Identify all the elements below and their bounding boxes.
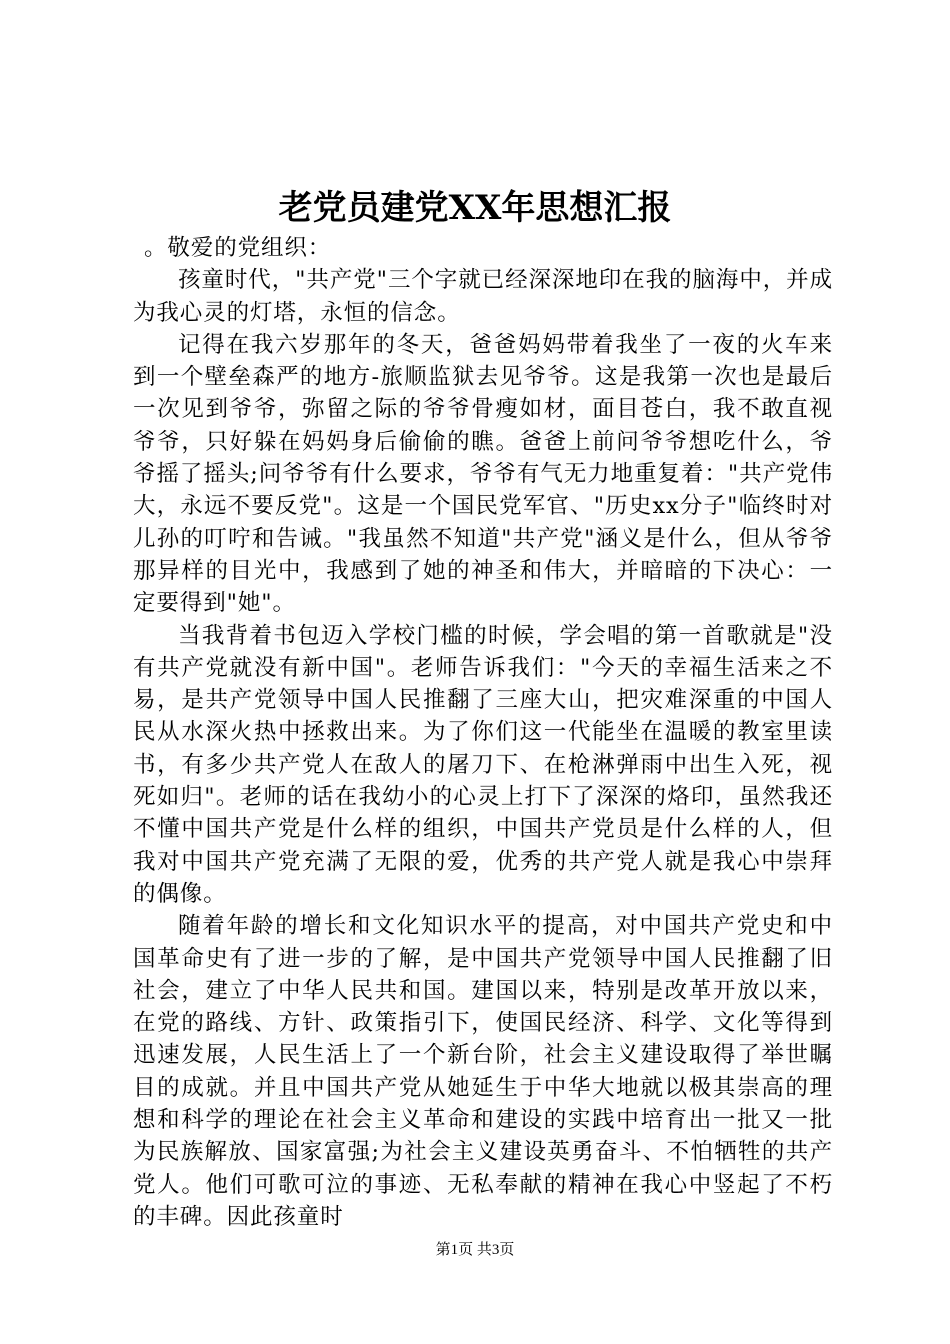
paragraph-1: 孩童时代，"共产党"三个字就已经深深地印在我的脑海中，并成为我心灵的灯塔，永恒的信念。 [133, 267, 833, 326]
paragraph-3: 当我背着书包迈入学校门槛的时候，学会唱的第一首歌就是"没有共产党就没有新中国"。老师告诉我们："今天的幸福生活来之不易，是共产党领导中国人民推翻了三座大山，把灾难深重的中国人民从水深火热中拯救出来。为了你们这一代能坐在温暖的教室里读书，有多少共产党人在敌人的屠刀下、在枪淋弹雨中出生入死，视死如归"。老师的话在我幼小的心灵上打下了深深的烙印，虽然我还不懂中国共产党是什么样的组织，中国共产党员是什么样的人，但我对中国共产党充满了无限的爱，优秀的共产党人就是我心中崇拜的偶像。 [133, 622, 833, 907]
document-body [133, 232, 833, 1233]
document-title: 老党员建党XX年思想汇报 [278, 188, 672, 228]
paragraph-2: 记得在我六岁那年的冬天，爸爸妈妈带着我坐了一夜的火车来到一个壁垒森严的地方-旅顺监狱去见爷爷。这是我第一次也是最后一次见到爷爷，弥留之际的爷爷骨瘦如材，面目苍白，我不敢直视爷爷，只好躲在妈妈身后偷偷的瞧。爸爸上前问爷爷想吃什么，爷爷摇了摇头;问爷爷有什么要求，爷爷有气无力地重复着："共产党伟大，永远不要反党"。这是一个国民党军官、"历史xx分子"临终时对儿孙的叮咛和告诫。"我虽然不知道"共产党"涵义是什么，但从爷爷那异样的目光中，我感到了她的神圣和伟大，并暗暗的下决心：一定要得到"她"。 [133, 331, 833, 617]
paragraph-4: 随着年龄的增长和文化知识水平的提高，对中国共产党史和中国革命史有了进一步的了解，是中国共产党领导中国人民推翻了旧社会，建立了中华人民共和国。建国以来，特别是改革开放以来，在党的路线、方针、政策指引下，使国民经济、科学、文化等得到迅速发展，人民生活上了一个新台阶，社会主义建设取得了举世瞩目的成就。并且中国共产党从她延生于中华大地就以极其崇高的理想和科学的理论在社会主义革命和建设的实践中培育出一批又一批为民族解放、国家富强;为社会主义建设英勇奋斗、不怕牺牲的共产党人。他们可歌可泣的事迹、无私奉献的精神在我心中竖起了不朽的丰碑。因此孩童时 [133, 913, 833, 1230]
salutation: 。敬爱的党组织： [144, 235, 332, 261]
page-number-footer: 第1页 共3页 [435, 1242, 515, 1258]
